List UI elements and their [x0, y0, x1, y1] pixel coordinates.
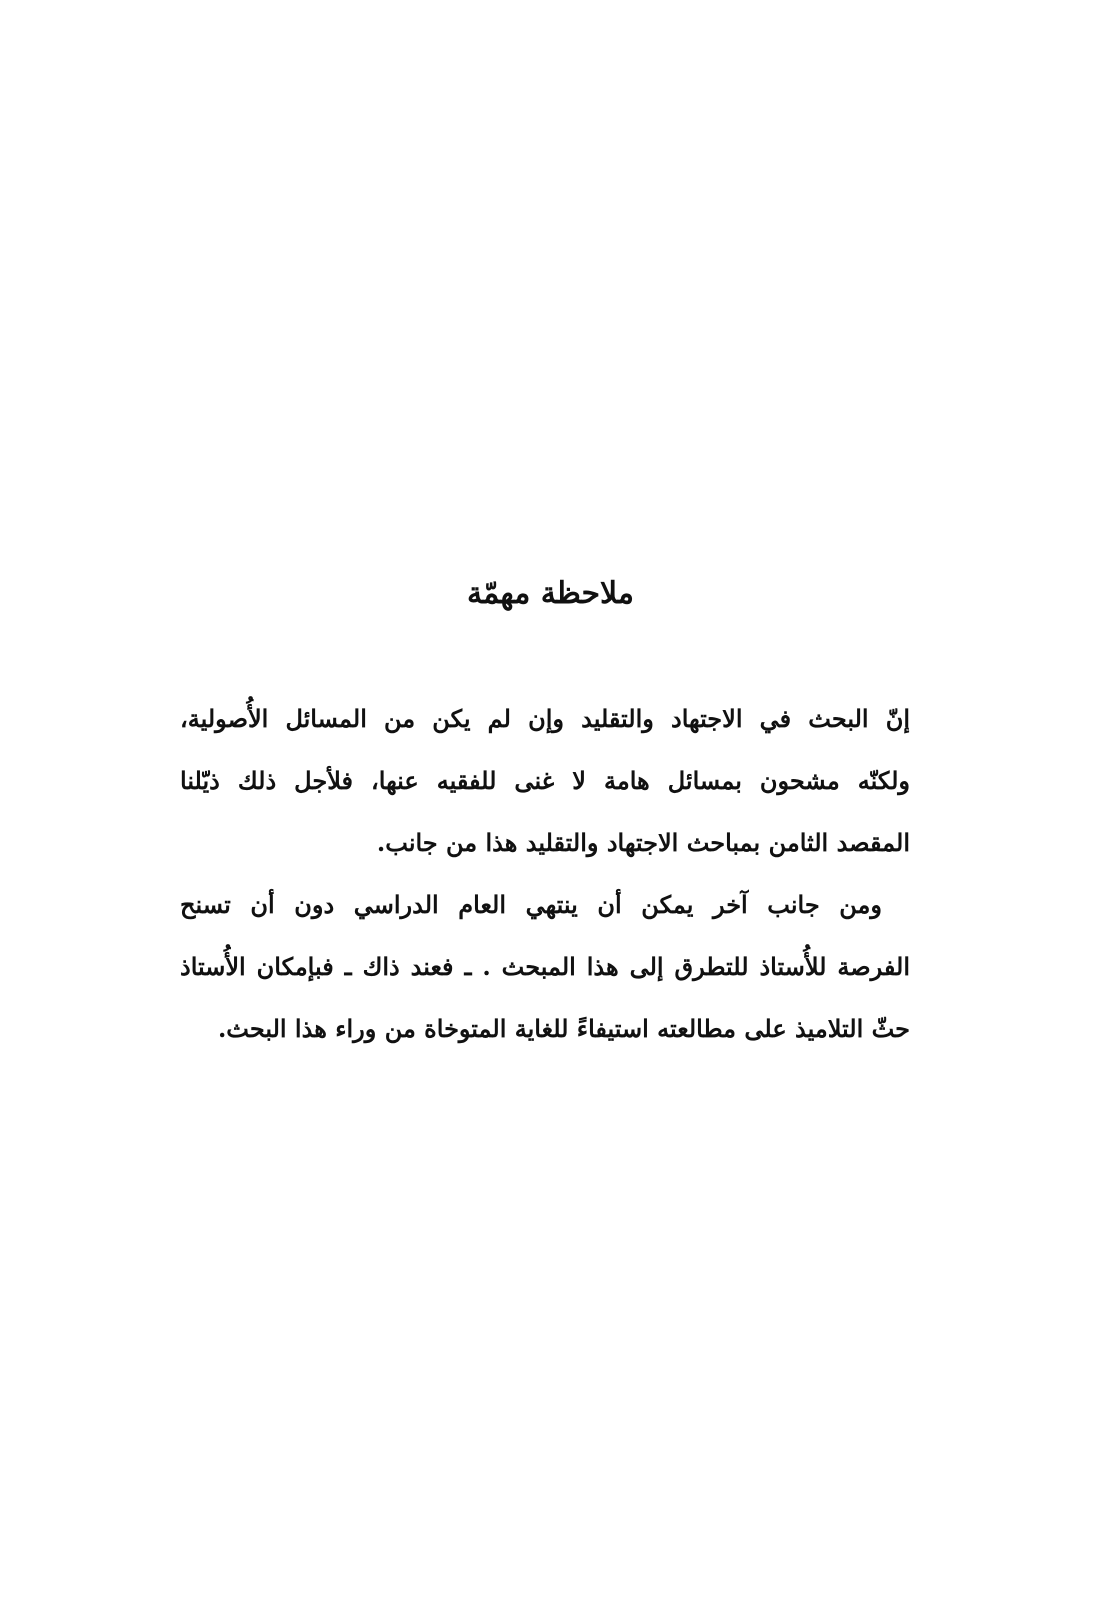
paragraph-1-line-3: المقصد الثامن بمباحث الاجتهاد والتقليد هذا من جانب.	[376, 828, 910, 857]
body-text	[180, 688, 910, 1060]
paragraph-2-line-2: الفرصة للأُستاذ للتطرق إلى هذا المبحث . ـ فعند ذاك ـ فبإمكان الأُستاذ	[180, 952, 910, 981]
paragraph-2	[180, 874, 910, 1060]
paragraph-1	[180, 688, 910, 874]
paragraph-1-line-2: ولكنّه مشحون بمسائل هامة لا غنى للفقيه عنها، فلأجل ذلك ذيّلنا	[180, 766, 910, 795]
paragraph-2-line-1: ومن جانب آخر يمكن أن ينتهي العام الدراسي دون أن تسنح	[180, 890, 882, 919]
page-title: ملاحظة مهمّة	[467, 576, 634, 611]
paragraph-2-line-3: حثّ التلاميذ على مطالعته استيفاءً للغاية المتوخاة من وراء هذا البحث.	[217, 1014, 910, 1043]
paragraph-1-line-1: إنّ البحث في الاجتهاد والتقليد وإن لم يكن من المسائل الأُصولية،	[180, 704, 910, 733]
